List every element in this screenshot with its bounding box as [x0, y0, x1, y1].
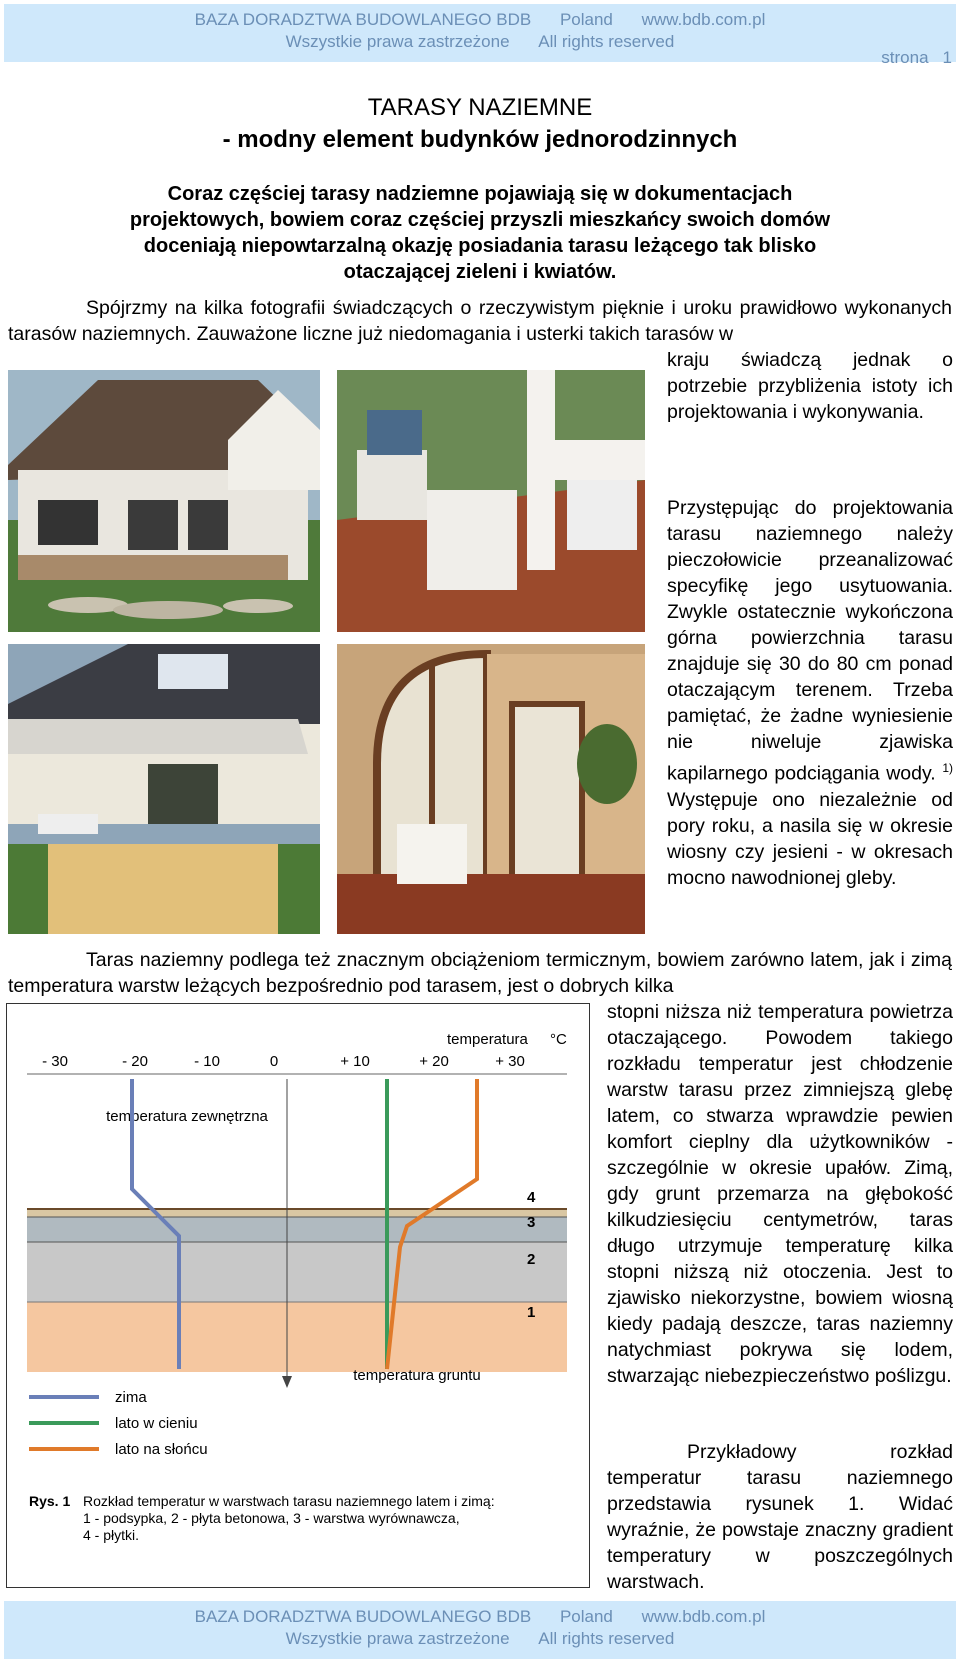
figure-temperature-diagram [6, 1003, 590, 1588]
tick-label: - 20 [122, 1053, 148, 1070]
tick-label: + 30 [495, 1053, 525, 1070]
paragraph-3-top: Taras naziemny podlega też znacznym obciążeniom termicznym, bowiem zarówno latem, jak i zimą temperatura warstw leżących bezpośrednio pod tarasem, jest o dobrych kilka [8, 949, 952, 997]
page-label: strona [881, 48, 929, 67]
footer-band [4, 1601, 956, 1659]
tick-label: + 10 [340, 1053, 370, 1070]
footnote-mark: 1) [942, 761, 954, 775]
rights-pl: Wszystkie prawa zastrzeżone [285, 1629, 510, 1648]
lead-paragraph: Coraz częściej tarasy nadziemne pojawiają się w dokumentacjach projektowych, bowiem coraz częściej przyszli mieszkańcy swoich domów doceniają niepowtarzalną okazję posiadania tarasu leżącego tak blisko otaczającej zieleni i kwiatów. [129, 183, 831, 283]
layer-3-leveling [27, 1217, 567, 1242]
website-link[interactable]: www.bdb.com.pl [641, 10, 766, 29]
figure-caption-label: Rys. 1 [29, 1493, 71, 1509]
country: Poland [559, 10, 613, 29]
label-air-temperature: temperatura zewnętrzna [106, 1108, 268, 1125]
paragraph-3-side: stopni niższa niż temperatura powietrza otaczającego. Powodem takiego rozkładu temperatur jest chłodzenie warstw tarasu przez zimniejszą glebę latem, co stwarza wprawdzie pewien komfort cieplny dla użytkowników - szczególnie w okresie upałów. Zimą, gdy grunt przemarza na głębokość kilkudziesięciu centymetrów, taras długo utrzymuje temperaturę kilka stopni niższą niż otoczenia. Jest to zjawisko niekorzystne, bowiem wiosną kiedy padają deszcze, taras naziemny natychmiast pokrywa się lodem, stwarzając niebezpieczeństwo poślizgu. [607, 1001, 953, 1387]
axis-unit: °C [550, 1031, 567, 1048]
paragraph-4-side: Przykładowy rozkład temperatur tarasu naziemnego przedstawia rysunek 1. Widać wyraźnie, że powstaje znaczny gradient temperatury w poszczególnych warstwach. [607, 1441, 953, 1593]
tick-label: - 10 [194, 1053, 220, 1070]
layer-number: 1 [527, 1304, 536, 1321]
org-name: BAZA DORADZTWA BUDOWLANEGO BDB [194, 10, 532, 29]
paragraph-1-top: Spójrzmy na kilka fotografii świadczących o rzeczywistym pięknie i uroku prawidłowo wykonanych tarasów naziemnych. Zauważone liczne już niedomagania i usterki takich tarasów w [8, 297, 952, 345]
layer-1-subbase [27, 1302, 567, 1372]
layer-2-concrete-slab [27, 1242, 567, 1302]
layer-4-tiles [27, 1209, 567, 1217]
title-line-2: - modny element budynków jednorodzinnych [222, 126, 738, 153]
arrow-down-icon [282, 1376, 292, 1388]
tick-label: - 30 [42, 1053, 68, 1070]
paragraph-2-side [667, 495, 953, 891]
tick-label: + 20 [419, 1053, 449, 1070]
legend-label: lato na słońcu [115, 1441, 208, 1458]
rights-en: All rights reserved [538, 32, 675, 51]
axis-ticks [42, 1053, 525, 1070]
photo-house-terrace [8, 370, 320, 632]
rights-en: All rights reserved [538, 1629, 675, 1648]
legend-label: lato w cieniu [115, 1415, 198, 1432]
photo-awning-terrace [8, 644, 320, 934]
title-line-1: TARASY NAZIEMNE [367, 94, 593, 121]
photo-veranda-wicker [337, 370, 645, 632]
page-title [0, 92, 960, 156]
figure-caption-line-3: 4 - płytki. [83, 1527, 140, 1543]
tick-label: 0 [269, 1053, 279, 1070]
country: Poland [559, 1607, 613, 1626]
photo-conservatory [337, 644, 645, 934]
figure-caption-line-1: Rozkład temperatur w warstwach tarasu naziemnego latem i zimą: [83, 1493, 495, 1509]
paragraph-2-text-end: Występuje ono niezależnie od pory roku, a nasila się w okresie wiosny czy jesieni - w okresach mocno nawodnionej gleby. [667, 788, 953, 889]
label-ground-temperature: temperatura gruntu [353, 1367, 481, 1384]
layer-number: 4 [527, 1189, 536, 1206]
rights-pl: Wszystkie prawa zastrzeżone [285, 32, 510, 51]
paragraph-1-side: kraju świadczą jednak o potrzebie przybliżenia istoty ich projektowania i wykonywania. [667, 349, 953, 423]
page-number [867, 48, 952, 68]
axis-title: temperatura [447, 1031, 528, 1048]
figure-caption-line-2: 1 - podsypka, 2 - płyta betonowa, 3 - warstwa wyrównawcza, [83, 1510, 460, 1526]
layer-number: 3 [527, 1214, 536, 1231]
page-number-value: 1 [942, 48, 952, 67]
layer-number: 2 [527, 1251, 536, 1268]
paragraph-2-text: Przystępując do projektowania tarasu naziemnego należy pieczołowicie przeanalizować specyfikę jego usytuowania. Zwykle ostatecznie wykończona górna powierzchnia tarasu znajduje się 30 do 80 cm ponad otaczającym terenem. Trzeba pamiętać, że żadne wyniesienie nie niweluje zjawiska kapilarnego podciągania wody. [667, 497, 953, 785]
website-link[interactable]: www.bdb.com.pl [641, 1607, 766, 1626]
legend-label: zima [115, 1389, 147, 1406]
org-name: BAZA DORADZTWA BUDOWLANEGO BDB [194, 1607, 532, 1626]
header-band [4, 4, 956, 62]
